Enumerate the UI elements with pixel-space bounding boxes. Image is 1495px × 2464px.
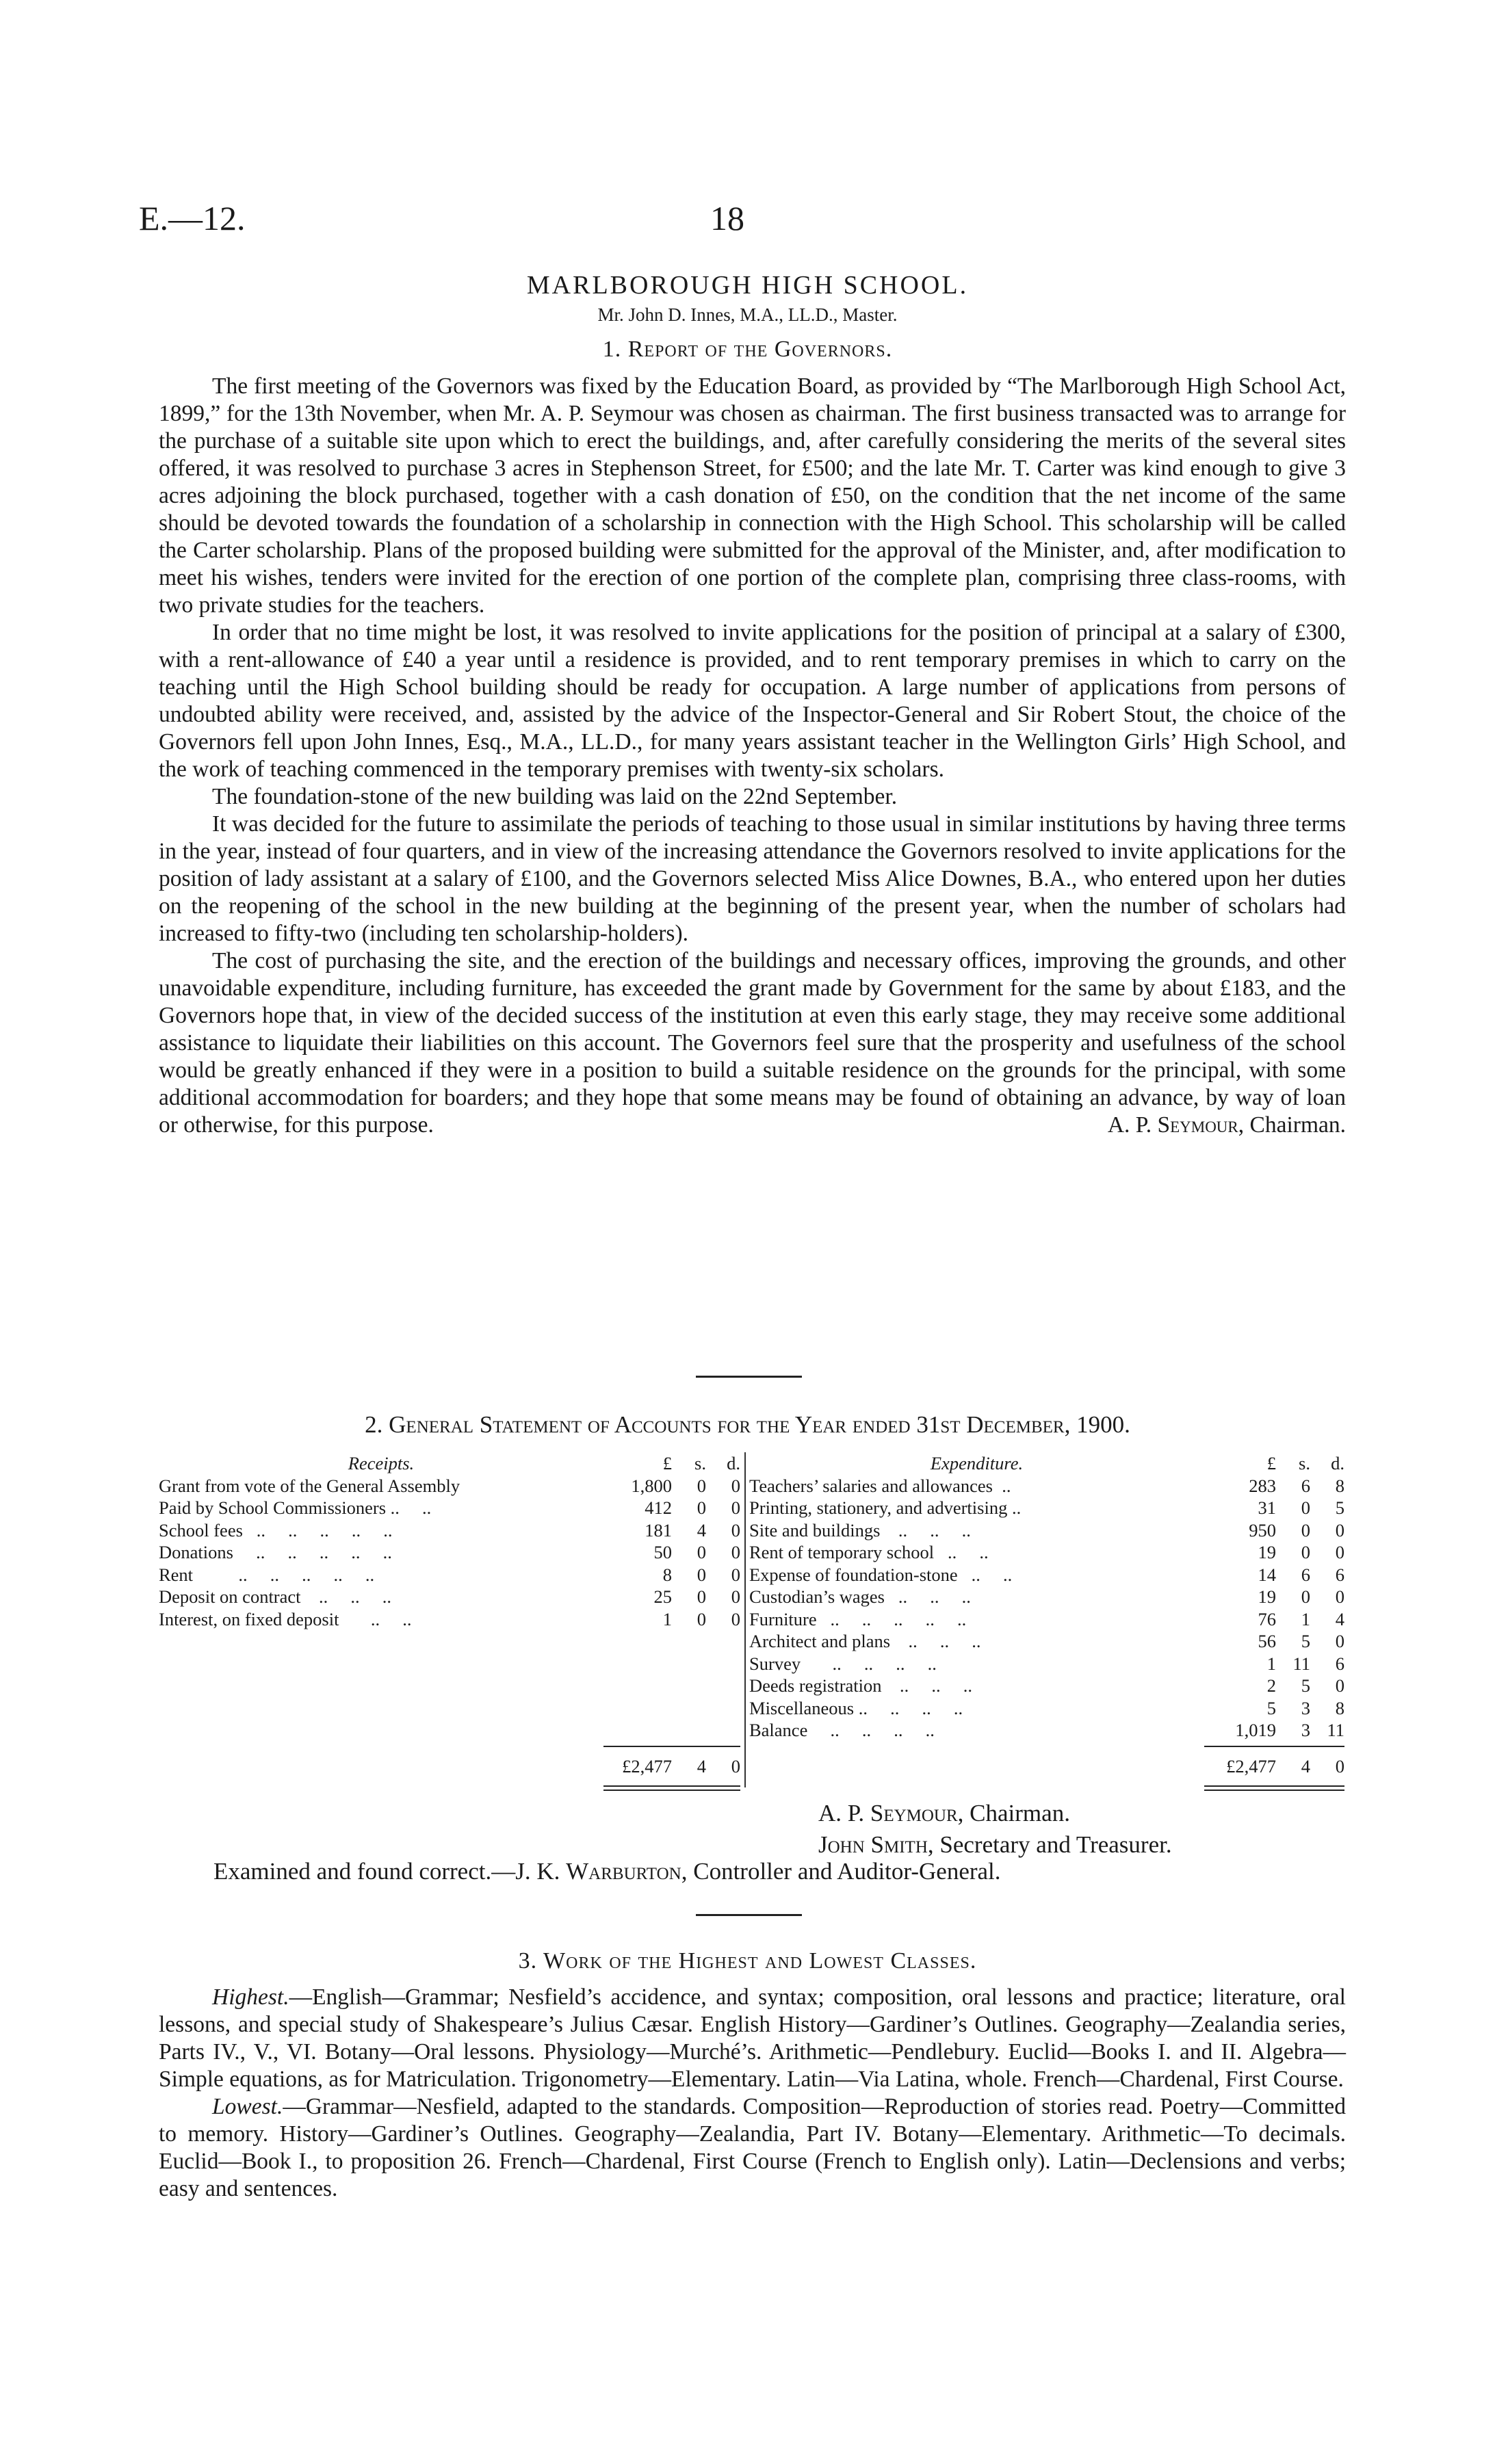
expenditure-pounds: 1 — [1266, 1653, 1276, 1674]
signature-role: , Chairman. — [1238, 1112, 1346, 1138]
audit-prefix: Examined and found correct.—J. K. — [213, 1858, 567, 1885]
expenditure-row — [749, 1497, 1344, 1519]
class-work — [159, 1984, 1346, 2203]
expenditure-row — [749, 1564, 1344, 1586]
section-divider — [696, 1376, 802, 1378]
receipts-total-rule-bottom-1 — [603, 1785, 740, 1787]
pounds-header: £ — [1266, 1453, 1276, 1473]
receipts-pence: 0 — [731, 1519, 740, 1541]
auditor-role: , Controller and Auditor-General. — [681, 1858, 1001, 1885]
section-1-heading: 1. Report of the Governors. — [602, 337, 893, 362]
lowest-label: Lowest. — [212, 2094, 283, 2119]
expenditure-shillings: 0 — [1301, 1497, 1310, 1518]
receipts-item — [159, 1564, 603, 1586]
expenditure-pence: 11 — [1327, 1720, 1344, 1740]
receipts-pence: 0 — [731, 1564, 740, 1585]
expenditure-pence: 6 — [1335, 1653, 1344, 1674]
expenditure-item — [749, 1541, 1204, 1564]
expenditure-shillings: 0 — [1301, 1586, 1310, 1607]
expenditure-shillings: 1 — [1301, 1608, 1310, 1629]
expenditure-item — [749, 1608, 1204, 1631]
expenditure-pounds: 2 — [1266, 1675, 1276, 1696]
receipts-row — [159, 1608, 740, 1631]
expenditure-pence: 0 — [1335, 1586, 1344, 1607]
receipts-item-label: Interest, on fixed deposit — [159, 1608, 339, 1629]
expenditure-shillings: 5 — [1301, 1675, 1310, 1696]
receipts-item — [159, 1608, 603, 1631]
shillings-header: s. — [694, 1453, 706, 1473]
expenditure-shillings: 11 — [1292, 1653, 1310, 1674]
leader-dots: .. .. — [386, 1497, 432, 1518]
receipts-label: Receipts. — [348, 1453, 415, 1473]
receipts-pounds: 412 — [645, 1497, 672, 1518]
expenditure-item-label: Architect and plans — [749, 1631, 891, 1651]
receipts-item — [159, 1519, 603, 1542]
expenditure-row — [749, 1519, 1344, 1542]
receipts-total-pence: 0 — [731, 1756, 740, 1777]
receipts-total-rule-top — [603, 1746, 740, 1747]
receipts-pounds: 8 — [662, 1564, 672, 1585]
expenditure-shillings: 0 — [1301, 1519, 1310, 1541]
receipts-pounds: 1,800 — [631, 1475, 672, 1496]
expenditure-pounds: 1,019 — [1235, 1720, 1276, 1740]
leader-dots: .. .. .. — [880, 1519, 971, 1541]
expenditure-table — [749, 1452, 1344, 1742]
expenditure-row — [749, 1475, 1344, 1497]
leader-dots: .. .. .. .. .. — [242, 1519, 393, 1541]
expenditure-shillings: 5 — [1301, 1631, 1310, 1651]
leader-dots: .. .. — [339, 1608, 412, 1629]
receipts-pounds: 181 — [645, 1519, 672, 1541]
expenditure-pence: 0 — [1335, 1631, 1344, 1651]
report-paragraph-4: It was decided for the future to assimilate the periods of teaching to those usual in similar institutions by having three terms in the year, instead of four quarters, and in view of the increasing attendance the Governors resolved to invite applications for the position of lady assistant at a salary of £100, and the Governors selected Miss Alice Downes, B.A., who entered upon her duties on the reopening of the school in the new building at the beginning of the present year, when the number of scholars had increased to fifty-two (including ten scholarship-holders). — [159, 811, 1346, 946]
expenditure-item-label: Balance — [749, 1720, 808, 1740]
receipts-item-label: Deposit on contract — [159, 1586, 301, 1607]
expenditure-pounds: 14 — [1258, 1564, 1276, 1585]
report-paragraph-2: In order that no time might be lost, it was resolved to invite applications for the position of principal at a salary of £300, with a rent-allowance of £40 a year until a residence is provided, and to rent temporary premises in which to carry on the teaching until the High School building should be ready for occupation. A large number of applications from persons of undoubted ability were received, and, assisted by the advice of the Inspector-General and Sir Robert Stout, the choice of the Governors fell upon John Innes, Esq., M.A., LL.D., for many years assistant teacher in the Wellington Girls’ High School, and the work of teaching commenced in the temporary premises with twenty-six scholars. — [159, 620, 1346, 782]
expenditure-item — [749, 1630, 1204, 1653]
expenditure-shillings: 6 — [1301, 1564, 1310, 1585]
receipts-shillings: 0 — [697, 1586, 706, 1607]
receipts-row — [159, 1541, 740, 1564]
expenditure-total-rule-top — [1204, 1746, 1344, 1747]
signer-name: A. P. Seymour — [818, 1800, 958, 1826]
master-line: Mr. John D. Innes, M.A., LL.D., Master. — [597, 304, 898, 325]
expenditure-pence: 0 — [1335, 1519, 1344, 1541]
expenditure-item-label: Furniture — [749, 1608, 817, 1629]
receipts-item — [159, 1586, 603, 1608]
audit-statement — [213, 1858, 1001, 1885]
expenditure-shillings: 0 — [1301, 1542, 1310, 1562]
expenditure-item-label: Survey — [749, 1653, 801, 1674]
receipts-pence: 0 — [731, 1542, 740, 1562]
signer-secretary — [818, 1829, 1172, 1861]
expenditure-pounds: 19 — [1258, 1586, 1276, 1607]
expenditure-row — [749, 1586, 1344, 1608]
report-paragraph-5: The cost of purchasing the site, and the erection of the buildings and necessary offices, improving the grounds, and other unavoidable expenditure, including furniture, has exceeded the grant made by Government for the same by about £183, and the Governors hope that, in view of the decided success of the institution at even this early stage, they may receive some additional assistance to liquidate their liabilities on this account. The Governors feel sure that the prosperity and usefulness of the school would be greatly enhanced if they were in a position to build a suitable residence on the grounds for the principal, with some additional accommodation for boarders; and they hope that some means may be found of obtaining an advance, by way of loan or otherwise, for this purpose. — [159, 948, 1346, 1138]
expenditure-row — [749, 1653, 1344, 1675]
expenditure-shillings: 3 — [1301, 1720, 1310, 1740]
expenditure-total-rule-bottom-2 — [1204, 1790, 1344, 1791]
receipts-row — [159, 1564, 740, 1586]
expenditure-row — [749, 1608, 1344, 1631]
leader-dots: .. .. .. — [885, 1586, 971, 1607]
expenditure-pounds: 950 — [1249, 1519, 1276, 1541]
pence-header: d. — [727, 1453, 740, 1473]
leader-dots: .. .. .. .. — [801, 1653, 937, 1674]
expenditure-row — [749, 1630, 1344, 1653]
expenditure-item-label: Miscellaneous — [749, 1697, 855, 1718]
highest-text: —English—Grammar; Nesfield’s accidence, and syntax; composition, oral lessons and practice; literature, oral lessons, and special study of Shakespeare’s Julius Cæsar. English History—Gardiner’s Outlines. Geography—Zealandia series, Parts IV., V., VI. Botany—Oral lessons. Physiology—Murché’s. Arithmetic—Pendlebury. Euclid—Books I. and II. Algebra—Simple equations, as for Matriculation. Trigonometry—Elementary. Latin—Via Latina, whole. French—Chardenal, First Course. — [159, 1984, 1346, 2092]
expenditure-label: Expenditure. — [930, 1453, 1024, 1473]
signature-name: A. P. Seymour — [1107, 1112, 1238, 1138]
receipts-total-shillings: 4 — [697, 1756, 706, 1777]
signer-role: , Chairman. — [957, 1800, 1070, 1826]
receipts-pence: 0 — [731, 1475, 740, 1496]
leader-dots: .. — [992, 1475, 1011, 1496]
leader-dots: .. .. — [957, 1564, 1013, 1585]
signer-name: John Smith — [818, 1831, 928, 1858]
expenditure-item-label: Deeds registration — [749, 1675, 882, 1696]
signer-chairman — [818, 1798, 1172, 1829]
expenditure-pence: 0 — [1335, 1675, 1344, 1696]
column-separator — [744, 1452, 746, 1787]
expenditure-item — [749, 1475, 1204, 1497]
receipts-table — [159, 1452, 740, 1630]
expenditure-pounds: 76 — [1258, 1608, 1276, 1629]
expenditure-item — [749, 1719, 1204, 1742]
expenditure-item — [749, 1675, 1204, 1697]
expenditure-item-label: Printing, stationery, and advertising — [749, 1497, 1008, 1518]
expenditure-row — [749, 1541, 1344, 1564]
expenditure-total — [1204, 1755, 1344, 1778]
receipts-shillings: 0 — [697, 1475, 706, 1496]
leader-dots: .. .. .. .. .. — [233, 1542, 392, 1562]
leader-dots: .. — [1007, 1497, 1022, 1518]
expenditure-item-label: Teachers’ salaries and allowances — [749, 1475, 993, 1496]
section-divider — [696, 1914, 802, 1916]
receipts-shillings: 0 — [697, 1564, 706, 1585]
receipts-item-label: Rent — [159, 1564, 194, 1585]
leader-dots: .. .. — [934, 1542, 989, 1562]
receipts-total — [603, 1755, 740, 1778]
expenditure-item — [749, 1564, 1204, 1586]
expenditure-total-shillings: 4 — [1301, 1756, 1310, 1777]
page-title: MARLBOROUGH HIGH SCHOOL. — [526, 271, 969, 300]
expenditure-item-label: Expense of foundation-stone — [749, 1564, 958, 1585]
receipts-shillings: 0 — [697, 1497, 706, 1518]
receipts-shillings: 0 — [697, 1608, 706, 1629]
expenditure-pence: 8 — [1335, 1697, 1344, 1718]
receipts-shillings: 4 — [697, 1519, 706, 1541]
receipts-pence: 0 — [731, 1608, 740, 1629]
expenditure-row — [749, 1697, 1344, 1720]
receipts-item-label: Paid by School Commissioners — [159, 1497, 387, 1518]
receipts-row — [159, 1475, 740, 1497]
accounts-heading-text: 2. General Statement of Accounts for the Year ended 31st December, 1900. — [365, 1411, 1130, 1438]
expenditure-pounds: 283 — [1249, 1475, 1276, 1496]
accounts-signers — [818, 1798, 1172, 1861]
shillings-header: s. — [1299, 1453, 1310, 1473]
expenditure-item — [749, 1519, 1204, 1542]
expenditure-item-label: Rent of temporary school — [749, 1542, 935, 1562]
lowest-class-work — [159, 2093, 1346, 2203]
report-paragraph-3: The foundation-stone of the new building was laid on the 22nd September. — [212, 784, 898, 809]
receipts-row — [159, 1497, 740, 1519]
receipts-pounds: 50 — [653, 1542, 672, 1562]
expenditure-pounds: 56 — [1258, 1631, 1276, 1651]
receipts-row — [159, 1586, 740, 1608]
expenditure-total-pounds: £2,477 — [1226, 1756, 1276, 1777]
leader-dots: .. .. .. — [881, 1675, 973, 1696]
receipts-item — [159, 1497, 603, 1519]
leader-dots: .. .. .. — [300, 1586, 392, 1607]
expenditure-item — [749, 1697, 1204, 1720]
receipts-item-label: Donations — [159, 1542, 233, 1562]
expenditure-item — [749, 1586, 1204, 1608]
pence-header: d. — [1331, 1453, 1344, 1473]
report-paragraph-1: The first meeting of the Governors was fixed by the Education Board, as provided by “The Marlborough High School Act, 1899,” for the 13th November, when Mr. A. P. Seymour was chosen as chairman. The first business transacted was to arrange for the purchase of a suitable site upon which to erect the buildings, and, after carefully considering the merits of the several sites offered, it was resolved to purchase 3 acres in Stephenson Street, for £500; and the late Mr. T. Carter was kind enough to give 3 acres adjoining the block purchased, together with a cash donation of £50, on the condition that the net income of the same should be devoted towards the foundation of a scholarship in connection with the High School. This scholarship will be called the Carter scholarship. Plans of the proposed building were submitted for the approval of the Minister, and, after modification to meet his wishes, tenders were invited for the erection of one portion of the complete plan, comprising three class-rooms, with two private studies for the teachers. — [159, 373, 1346, 618]
expenditure-pounds: 31 — [1258, 1497, 1276, 1518]
leader-dots: .. .. .. .. .. — [193, 1564, 375, 1585]
expenditure-pence: 5 — [1335, 1497, 1344, 1518]
highest-class-work — [159, 1984, 1346, 2093]
highest-label: Highest. — [212, 1984, 289, 2010]
expenditure-row — [749, 1675, 1344, 1697]
expenditure-pence: 0 — [1335, 1542, 1344, 1562]
receipts-pence: 0 — [731, 1497, 740, 1518]
receipts-shillings: 0 — [697, 1542, 706, 1562]
expenditure-item — [749, 1653, 1204, 1675]
receipts-pounds: 25 — [653, 1586, 672, 1607]
expenditure-item — [749, 1497, 1204, 1519]
page-number: 18 — [710, 199, 744, 237]
receipts-item — [159, 1541, 603, 1564]
expenditure-pence: 6 — [1335, 1564, 1344, 1585]
expenditure-total-pence: 0 — [1335, 1756, 1344, 1777]
section-2-heading — [0, 1411, 1495, 1439]
expenditure-item-label: Site and buildings — [749, 1519, 881, 1541]
pounds-header: £ — [662, 1453, 672, 1473]
receipts-item-label: Grant from vote of the General Assembly — [159, 1475, 460, 1496]
section-3-heading: 3. Work of the Highest and Lowest Classes. — [518, 1948, 977, 1974]
expenditure-shillings: 6 — [1301, 1475, 1310, 1496]
expenditure-pounds: 19 — [1258, 1542, 1276, 1562]
receipts-pounds: 1 — [662, 1608, 672, 1629]
expenditure-item-label: Custodian’s wages — [749, 1586, 885, 1607]
signer-role: , Secretary and Treasurer. — [927, 1831, 1172, 1858]
lowest-text: —Grammar—Nesfield, adapted to the standards. Composition—Reproduction of stories read. Poetry—Committed to memory. History—Gardiner’s Outlines. Geography—Zealandia, Part IV. Botany—Elementary. Arithmetic—To decimals. Euclid—Book I., to proposition 26. French—Chardenal, First Course (French to English only). Latin—Declensions and verbs; easy and sentences. — [159, 2094, 1346, 2201]
leader-dots: .. .. .. .. .. — [816, 1608, 967, 1629]
receipts-item — [159, 1475, 603, 1497]
expenditure-shillings: 3 — [1301, 1697, 1310, 1718]
receipts-total-pounds: £2,477 — [622, 1756, 672, 1777]
expenditure-total-rule-bottom-1 — [1204, 1785, 1344, 1787]
auditor-name: Warburton — [566, 1858, 681, 1885]
expenditure-pounds: 5 — [1266, 1697, 1276, 1718]
leader-dots: .. .. .. .. — [807, 1720, 935, 1740]
expenditure-row — [749, 1719, 1344, 1742]
leader-dots: .. .. .. .. — [854, 1697, 963, 1718]
receipts-pence: 0 — [731, 1586, 740, 1607]
receipts-item-label: School fees — [159, 1519, 243, 1541]
document-reference: E.—12. — [139, 199, 246, 237]
expenditure-pence: 8 — [1335, 1475, 1344, 1496]
receipts-total-rule-bottom-2 — [603, 1790, 740, 1791]
receipts-row — [159, 1519, 740, 1542]
expenditure-pence: 4 — [1335, 1608, 1344, 1629]
leader-dots: .. .. .. — [890, 1631, 981, 1651]
governors-report — [159, 373, 1346, 1139]
